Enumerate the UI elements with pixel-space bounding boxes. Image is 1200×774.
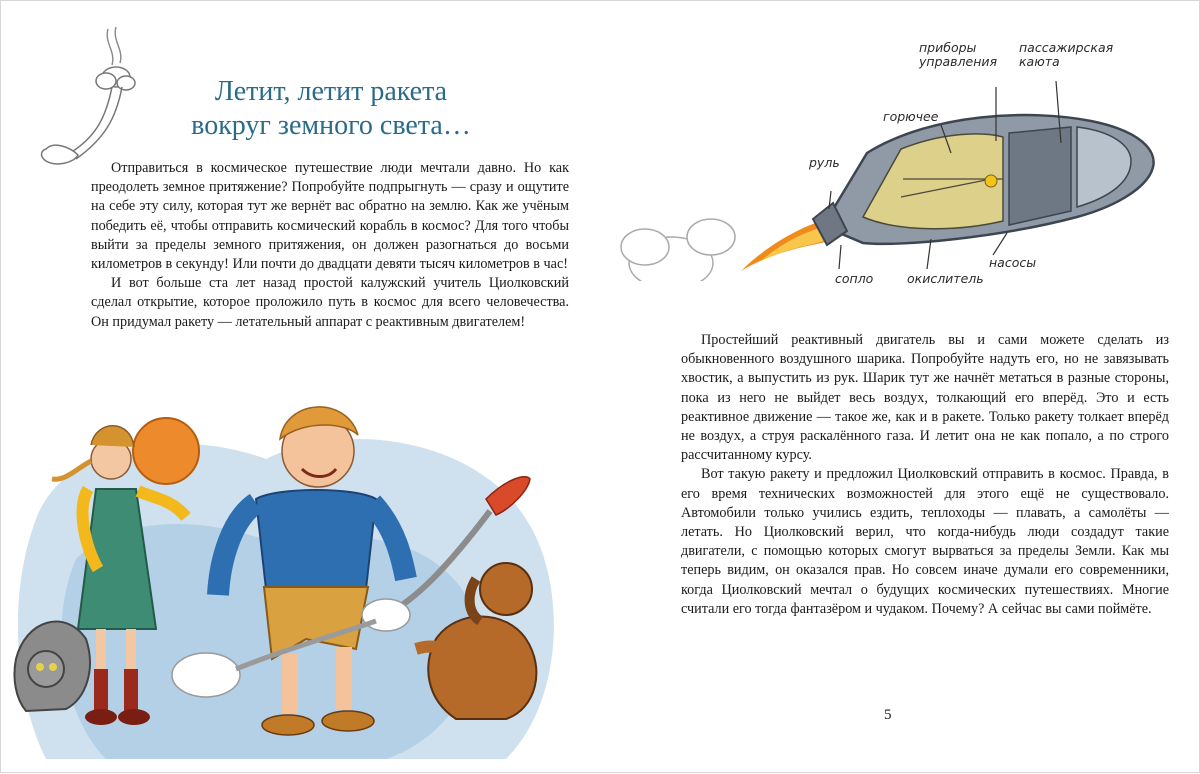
page-number: 5 xyxy=(884,707,892,723)
label-oxidizer: окислитель xyxy=(907,271,984,286)
label-nozzle: сопло xyxy=(835,271,874,286)
left-page xyxy=(1,1,601,774)
page-title xyxy=(131,75,531,143)
label-rudder: руль xyxy=(809,155,840,170)
label-pumps: насосы xyxy=(989,255,1037,270)
right-body-text xyxy=(681,331,1169,619)
left-paragraph-2: И вот больше ста лет назад простой калужский учитель Циолковский сделал открытие, которое проложило путь в космос для всего человечества. Он придумал ракету — летательный аппарат с реактивным двигателем! xyxy=(91,275,569,330)
title-line-1: Летит, летит ракета xyxy=(214,76,448,107)
balloon-rocket-illustration xyxy=(26,21,136,181)
label-cabin: пассажирская каюта xyxy=(1019,40,1114,69)
title-line-2: вокруг земного света… xyxy=(191,110,471,141)
label-controls: приборы управления xyxy=(919,40,998,69)
left-body-text xyxy=(91,159,569,332)
right-paragraph-1: Простейший реактивный двигатель вы и сами можете сделать из обыкновенного воздушного шарика. Попробуйте надуть его, но не завязывать хвостик, а выпустить из рук. Шарик тут же начнёт метаться в разные стороны, пока из него не выйдет весь воздух, толкающий его вперёд. Это и есть реактивное движение — такое же, как и в ракете. Только ракету толкает вперёд не воздух, а струя раскалённого газа. И летит она не как попало, а по строго рассчитанному курсу. xyxy=(681,332,1169,464)
right-page xyxy=(601,1,1200,774)
label-fuel: горючее xyxy=(883,109,939,124)
left-paragraph-1: Отправиться в космическое путешествие люди мечтали давно. Но как преодолеть земное притяжение? Попробуйте подпрыгнуть — сразу и ощутите на себе эту силу, которая тут же вернёт вас обратно на землю. Как же учёным победить её, чтобы отправить космический корабль в космос? Для того чтобы выйти за пределы земного притяжения, он должен разогнаться до восьми километров в секунду! Или почти до двадцати девяти тысяч километров в час! xyxy=(91,160,569,273)
children-balloon-illustration xyxy=(6,399,596,769)
right-paragraph-2: Вот такую ракету и предложил Циолковский отправить в космос. Правда, в его время технических возможностей для этого ещё не существовало. Автомобили только учились ездить, теплоходы — плавать, а самолёты — летать. Но Циолковский верил, что когда-нибудь люди создадут такие двигатели, с помощью которых смогут вырваться за пределы Земли. Как мы теперь видим, он оказался прав. Но совсем иначе думали его современники, когда Циолковский мечтал о будущих космических путешествиях. Многие считали его тогда фантазёром и чудаком. Почему? А сейчас вы сами поймёте. xyxy=(681,466,1169,617)
